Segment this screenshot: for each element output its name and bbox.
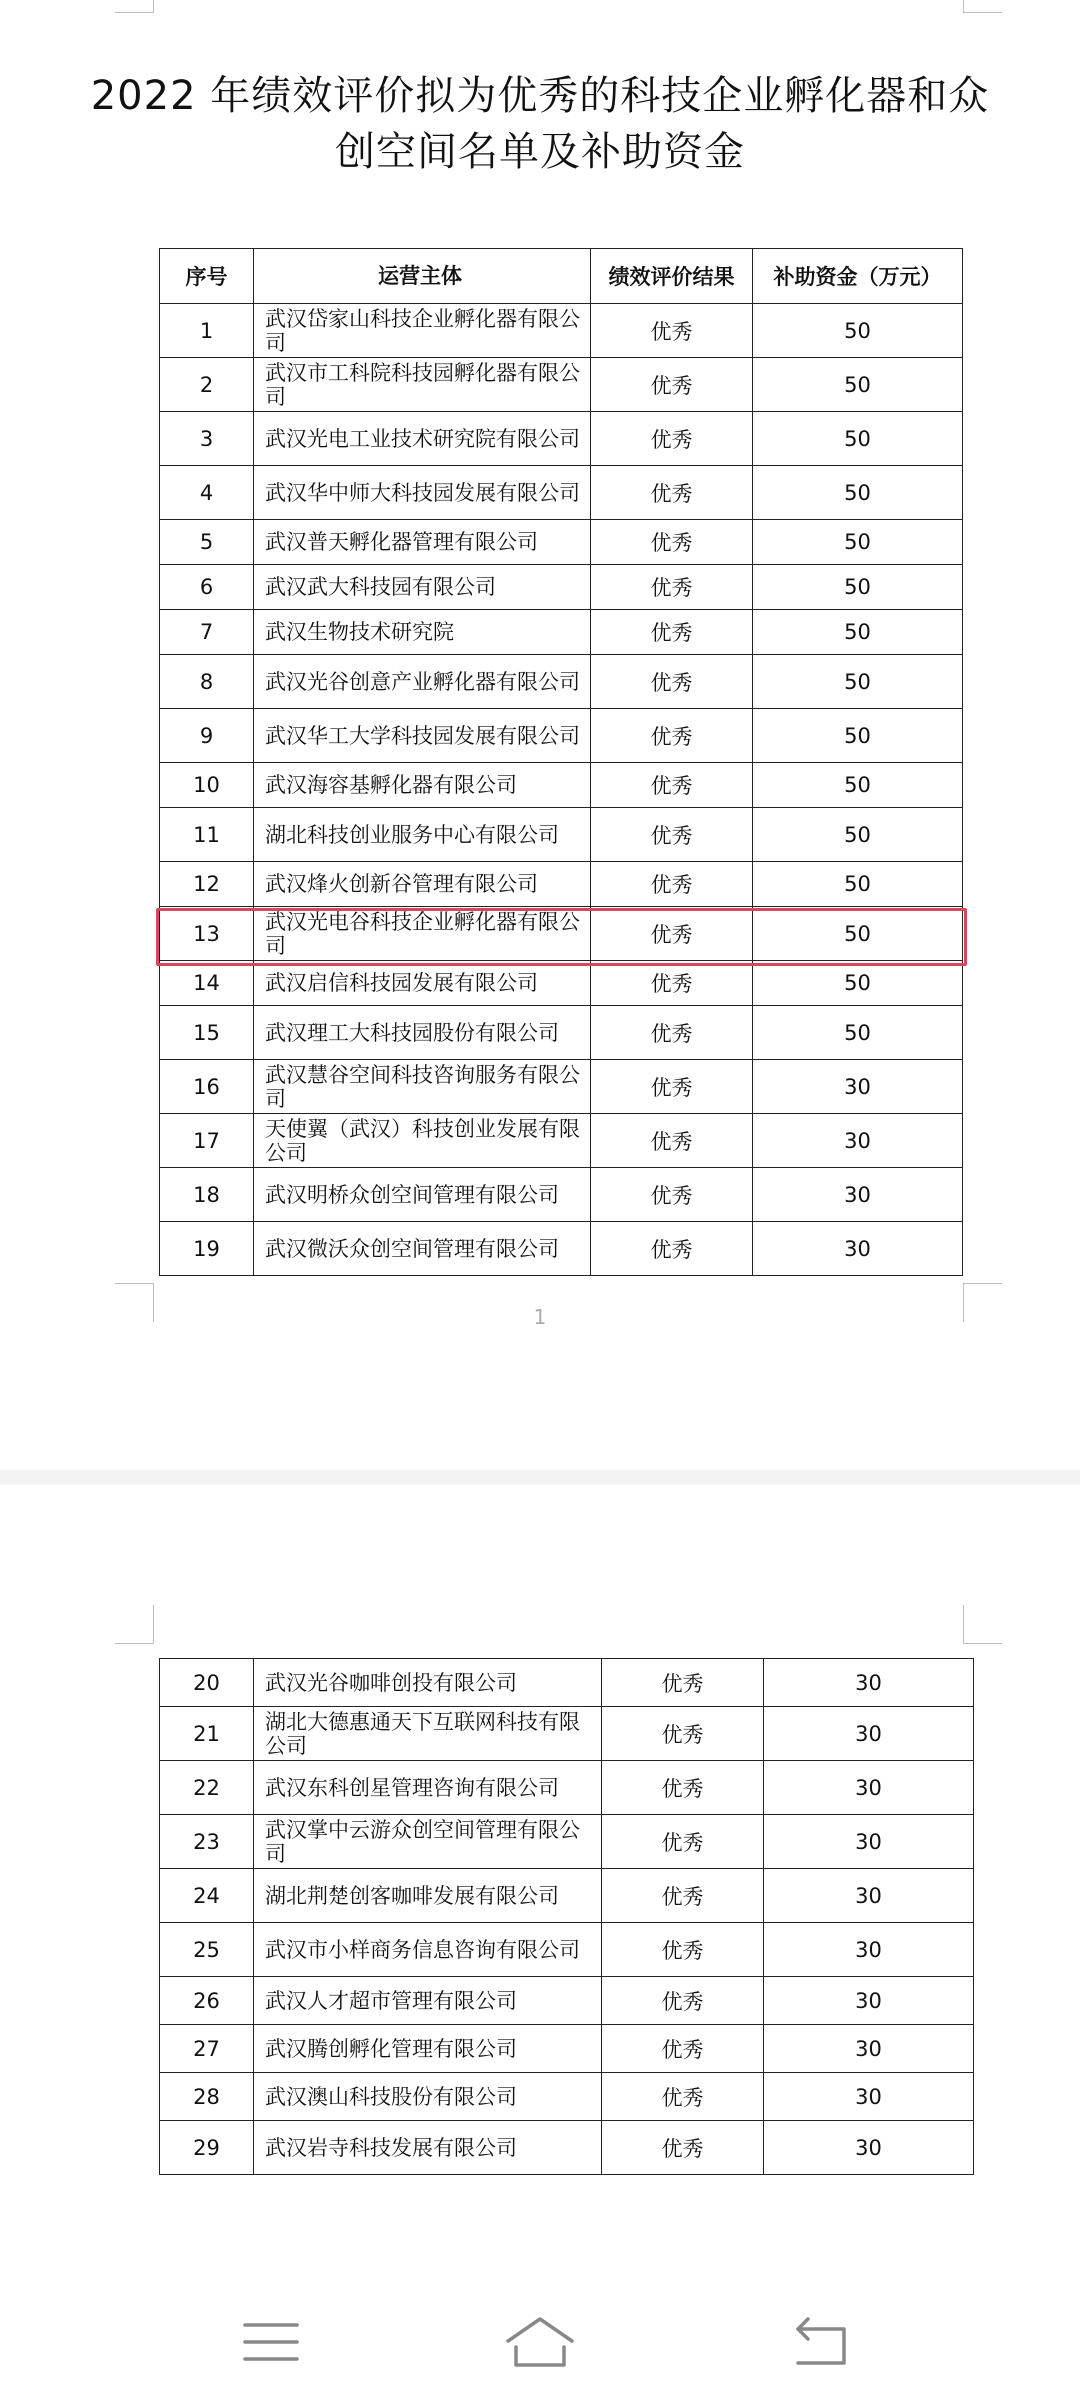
row-amount: 50 bbox=[753, 961, 963, 1006]
table-row bbox=[160, 808, 963, 862]
row-no: 5 bbox=[160, 520, 254, 565]
page-number: 1 bbox=[533, 1305, 547, 1329]
row-amount: 50 bbox=[753, 709, 963, 763]
row-no: 2 bbox=[160, 358, 254, 412]
table-row bbox=[160, 2073, 974, 2121]
table-row bbox=[160, 2121, 974, 2175]
row-result: 优秀 bbox=[591, 610, 753, 655]
row-no: 26 bbox=[160, 1977, 254, 2025]
table-header-row bbox=[160, 249, 963, 304]
row-no: 13 bbox=[160, 907, 254, 961]
row-amount: 50 bbox=[753, 358, 963, 412]
row-no: 19 bbox=[160, 1222, 254, 1276]
table-row bbox=[160, 1707, 974, 1761]
row-name: 武汉海容基孵化器有限公司 bbox=[254, 763, 591, 808]
table-row bbox=[160, 709, 963, 763]
row-result: 优秀 bbox=[591, 1222, 753, 1276]
row-name: 武汉光谷咖啡创投有限公司 bbox=[254, 1659, 602, 1707]
table-row bbox=[160, 862, 963, 907]
row-name: 武汉光谷创意产业孵化器有限公司 bbox=[254, 655, 591, 709]
row-name: 天使翼（武汉）科技创业发展有限公司 bbox=[254, 1114, 591, 1168]
row-name: 武汉武大科技园有限公司 bbox=[254, 565, 591, 610]
row-result: 优秀 bbox=[591, 1168, 753, 1222]
row-no: 11 bbox=[160, 808, 254, 862]
table-row bbox=[160, 610, 963, 655]
row-name: 武汉掌中云游众创空间管理有限公司 bbox=[254, 1815, 602, 1869]
crop-mark bbox=[115, 1605, 154, 1644]
row-no: 27 bbox=[160, 2025, 254, 2073]
row-amount: 50 bbox=[753, 520, 963, 565]
row-no: 25 bbox=[160, 1923, 254, 1977]
row-name: 武汉慧谷空间科技咨询服务有限公司 bbox=[254, 1060, 591, 1114]
row-amount: 50 bbox=[753, 610, 963, 655]
row-no: 18 bbox=[160, 1168, 254, 1222]
row-name: 武汉华中师大科技园发展有限公司 bbox=[254, 466, 591, 520]
row-name: 武汉微沃众创空间管理有限公司 bbox=[254, 1222, 591, 1276]
row-result: 优秀 bbox=[591, 808, 753, 862]
row-result: 优秀 bbox=[591, 565, 753, 610]
row-no: 15 bbox=[160, 1006, 254, 1060]
row-result: 优秀 bbox=[591, 358, 753, 412]
row-amount: 50 bbox=[753, 907, 963, 961]
header-result: 绩效评价结果 bbox=[591, 249, 753, 304]
row-amount: 30 bbox=[764, 1869, 974, 1923]
row-result: 优秀 bbox=[602, 1815, 764, 1869]
row-no: 6 bbox=[160, 565, 254, 610]
row-no: 9 bbox=[160, 709, 254, 763]
home-icon bbox=[500, 2307, 580, 2377]
row-no: 12 bbox=[160, 862, 254, 907]
row-name: 武汉岩寺科技发展有限公司 bbox=[254, 2121, 602, 2175]
document-title: 2022 年绩效评价拟为优秀的科技企业孵化器和众创空间名单及补助资金 bbox=[90, 73, 990, 175]
row-amount: 30 bbox=[764, 1977, 974, 2025]
table-row bbox=[160, 1006, 963, 1060]
row-result: 优秀 bbox=[602, 2121, 764, 2175]
row-amount: 30 bbox=[764, 1815, 974, 1869]
row-name: 武汉烽火创新谷管理有限公司 bbox=[254, 862, 591, 907]
table-row bbox=[160, 1222, 963, 1276]
page-gap bbox=[0, 1470, 1080, 1485]
row-result: 优秀 bbox=[602, 1659, 764, 1707]
row-name: 武汉岱家山科技企业孵化器有限公司 bbox=[254, 304, 591, 358]
row-no: 10 bbox=[160, 763, 254, 808]
row-amount: 30 bbox=[764, 1659, 974, 1707]
row-result: 优秀 bbox=[602, 1869, 764, 1923]
row-no: 23 bbox=[160, 1815, 254, 1869]
menu-button[interactable] bbox=[231, 2307, 311, 2377]
row-result: 优秀 bbox=[591, 709, 753, 763]
row-result: 优秀 bbox=[602, 1977, 764, 2025]
row-amount: 30 bbox=[764, 1923, 974, 1977]
row-name: 湖北荆楚创客咖啡发展有限公司 bbox=[254, 1869, 602, 1923]
row-no: 1 bbox=[160, 304, 254, 358]
row-name: 武汉东科创星管理咨询有限公司 bbox=[254, 1761, 602, 1815]
row-amount: 50 bbox=[753, 304, 963, 358]
table-row bbox=[160, 466, 963, 520]
row-no: 28 bbox=[160, 2073, 254, 2121]
row-result: 优秀 bbox=[591, 520, 753, 565]
table-row bbox=[160, 1114, 963, 1168]
row-result: 优秀 bbox=[591, 1114, 753, 1168]
table-row bbox=[160, 655, 963, 709]
row-no: 8 bbox=[160, 655, 254, 709]
table-row bbox=[160, 1869, 974, 1923]
row-amount: 30 bbox=[753, 1222, 963, 1276]
row-result: 优秀 bbox=[602, 1707, 764, 1761]
row-amount: 50 bbox=[753, 763, 963, 808]
row-name: 武汉生物技术研究院 bbox=[254, 610, 591, 655]
row-result: 优秀 bbox=[591, 907, 753, 961]
row-name: 湖北大德惠通天下互联网科技有限公司 bbox=[254, 1707, 602, 1761]
row-no: 20 bbox=[160, 1659, 254, 1707]
table-row bbox=[160, 304, 963, 358]
subsidy-table-page-2 bbox=[159, 1658, 974, 2175]
row-name: 武汉光电工业技术研究院有限公司 bbox=[254, 412, 591, 466]
row-amount: 30 bbox=[753, 1060, 963, 1114]
row-no: 7 bbox=[160, 610, 254, 655]
row-name: 武汉华工大学科技园发展有限公司 bbox=[254, 709, 591, 763]
row-amount: 30 bbox=[764, 1761, 974, 1815]
header-name: 运营主体 bbox=[254, 249, 591, 304]
table-row bbox=[160, 1659, 974, 1707]
row-result: 优秀 bbox=[591, 1060, 753, 1114]
row-no: 24 bbox=[160, 1869, 254, 1923]
row-result: 优秀 bbox=[602, 2025, 764, 2073]
table-row bbox=[160, 1168, 963, 1222]
header-amount: 补助资金（万元） bbox=[753, 249, 963, 304]
row-no: 4 bbox=[160, 466, 254, 520]
row-name: 武汉普天孵化器管理有限公司 bbox=[254, 520, 591, 565]
back-button[interactable] bbox=[782, 2307, 862, 2377]
subsidy-table-page-1 bbox=[159, 248, 963, 1276]
row-result: 优秀 bbox=[591, 763, 753, 808]
row-result: 优秀 bbox=[602, 1761, 764, 1815]
row-name: 武汉市小样商务信息咨询有限公司 bbox=[254, 1923, 602, 1977]
row-amount: 50 bbox=[753, 1006, 963, 1060]
row-no: 29 bbox=[160, 2121, 254, 2175]
row-no: 3 bbox=[160, 412, 254, 466]
row-amount: 30 bbox=[753, 1168, 963, 1222]
row-name: 武汉腾创孵化管理有限公司 bbox=[254, 2025, 602, 2073]
row-amount: 30 bbox=[764, 2121, 974, 2175]
table-row bbox=[160, 1761, 974, 1815]
table-row bbox=[160, 358, 963, 412]
row-amount: 50 bbox=[753, 655, 963, 709]
row-name: 武汉光电谷科技企业孵化器有限公司 bbox=[254, 907, 591, 961]
row-name: 湖北科技创业服务中心有限公司 bbox=[254, 808, 591, 862]
back-icon bbox=[782, 2307, 862, 2377]
row-amount: 30 bbox=[764, 2025, 974, 2073]
document-page-2 bbox=[0, 1485, 1080, 2285]
row-amount: 30 bbox=[764, 1707, 974, 1761]
row-amount: 50 bbox=[753, 412, 963, 466]
row-no: 21 bbox=[160, 1707, 254, 1761]
crop-mark bbox=[963, 0, 1002, 13]
table-row bbox=[160, 961, 963, 1006]
system-navigation-bar bbox=[0, 2285, 1080, 2400]
row-result: 优秀 bbox=[591, 655, 753, 709]
row-result: 优秀 bbox=[591, 1006, 753, 1060]
menu-icon bbox=[231, 2307, 311, 2377]
table-row bbox=[160, 565, 963, 610]
row-no: 22 bbox=[160, 1761, 254, 1815]
row-amount: 50 bbox=[753, 808, 963, 862]
row-result: 优秀 bbox=[591, 862, 753, 907]
row-amount: 30 bbox=[753, 1114, 963, 1168]
row-name: 武汉人才超市管理有限公司 bbox=[254, 1977, 602, 2025]
row-no: 16 bbox=[160, 1060, 254, 1114]
highlight-box bbox=[156, 908, 967, 966]
table-row bbox=[160, 1923, 974, 1977]
row-name: 武汉启信科技园发展有限公司 bbox=[254, 961, 591, 1006]
row-amount: 50 bbox=[753, 862, 963, 907]
crop-mark bbox=[963, 1605, 1002, 1644]
row-name: 武汉市工科院科技园孵化器有限公司 bbox=[254, 358, 591, 412]
row-amount: 50 bbox=[753, 466, 963, 520]
table-row bbox=[160, 520, 963, 565]
header-no: 序号 bbox=[160, 249, 254, 304]
row-result: 优秀 bbox=[591, 466, 753, 520]
row-name: 武汉明桥众创空间管理有限公司 bbox=[254, 1168, 591, 1222]
crop-mark bbox=[115, 0, 154, 13]
row-result: 优秀 bbox=[602, 2073, 764, 2121]
table-row bbox=[160, 2025, 974, 2073]
table-row bbox=[160, 763, 963, 808]
row-amount: 30 bbox=[764, 2073, 974, 2121]
row-result: 优秀 bbox=[591, 961, 753, 1006]
row-result: 优秀 bbox=[591, 304, 753, 358]
table-row bbox=[160, 412, 963, 466]
table-row bbox=[160, 1060, 963, 1114]
row-name: 武汉理工大科技园股份有限公司 bbox=[254, 1006, 591, 1060]
home-button[interactable] bbox=[500, 2307, 580, 2377]
row-no: 17 bbox=[160, 1114, 254, 1168]
row-result: 优秀 bbox=[602, 1923, 764, 1977]
row-result: 优秀 bbox=[591, 412, 753, 466]
table-row bbox=[160, 1977, 974, 2025]
table-row bbox=[160, 1815, 974, 1869]
row-name: 武汉澳山科技股份有限公司 bbox=[254, 2073, 602, 2121]
row-amount: 50 bbox=[753, 565, 963, 610]
row-no: 14 bbox=[160, 961, 254, 1006]
